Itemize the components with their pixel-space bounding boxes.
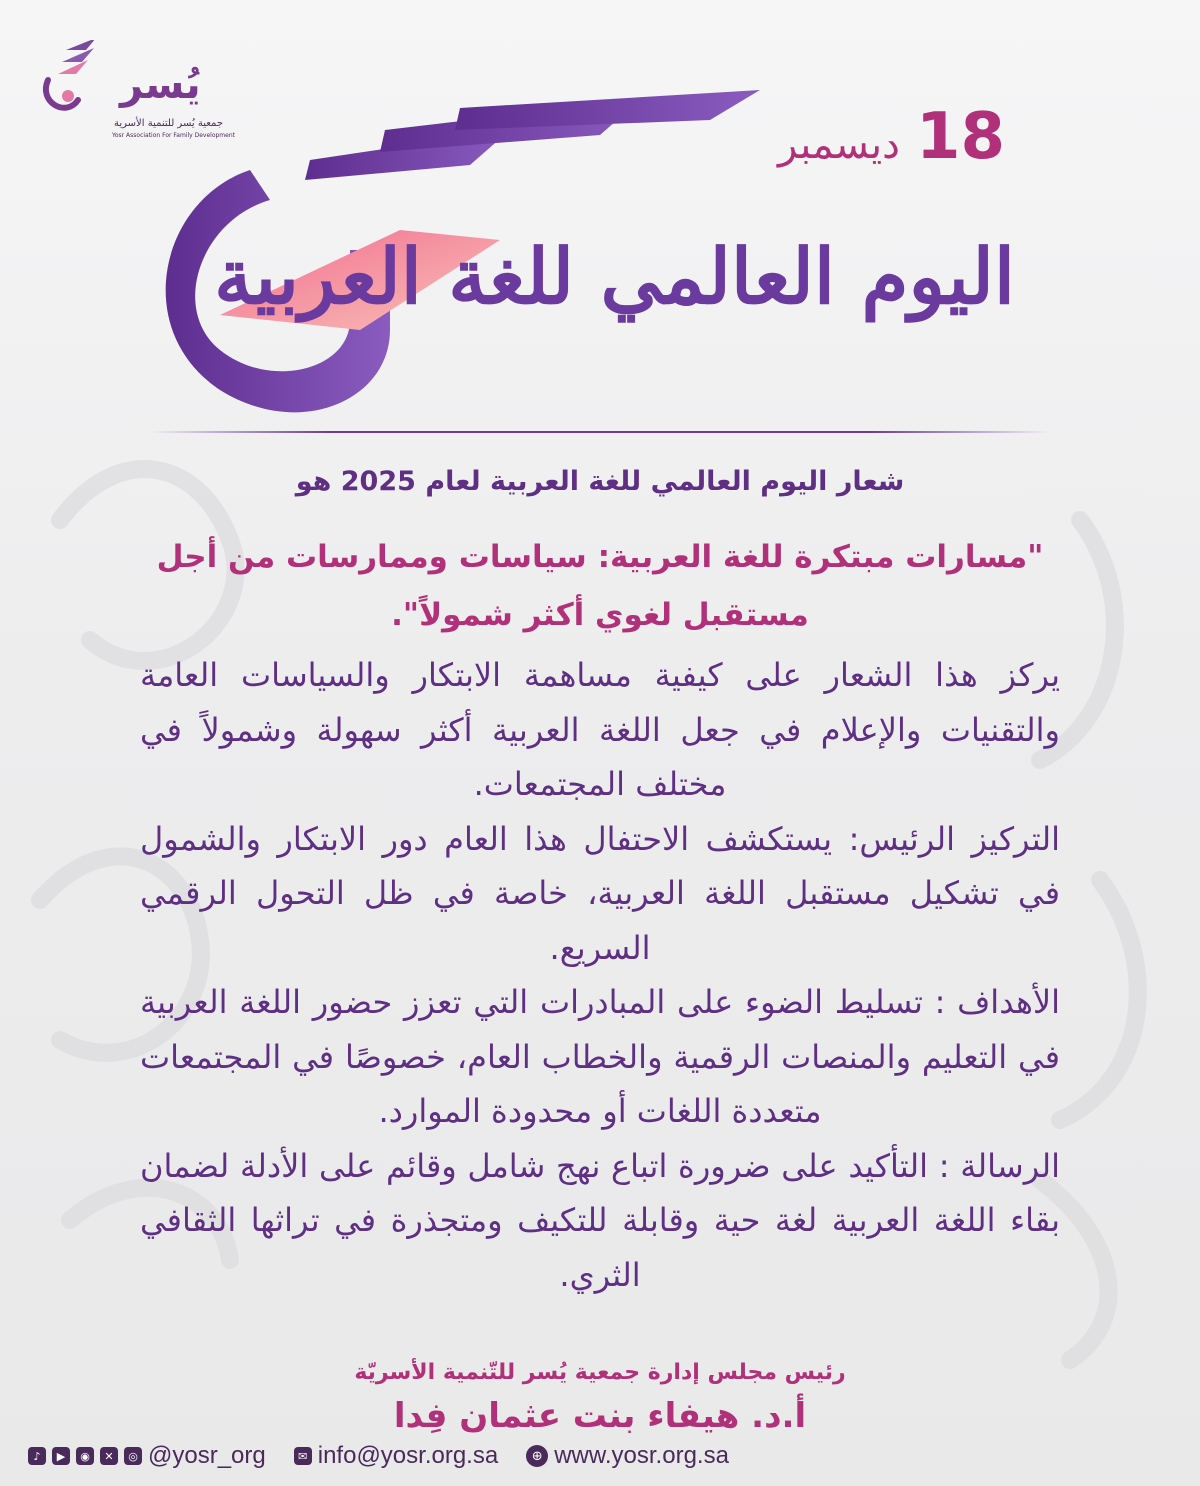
mail-icon: ✉ <box>294 1447 312 1465</box>
paragraph-goals: الأهداف : تسليط الضوء على المبادرات التي تعزز حضور اللغة العربية في التعليم والمنصات الرقمية والخطاب العام، خصوصًا في المجتمعات متعددة اللغات أو محدودة الموارد. <box>140 983 1060 1130</box>
tiktok-icon[interactable]: ♪ <box>28 1447 46 1465</box>
body-text <box>140 648 1060 1302</box>
social-handle[interactable]: @yosr_org <box>148 1442 266 1469</box>
instagram-icon[interactable]: ◎ <box>124 1447 142 1465</box>
slogan-line-2: مستقبل لغوي أكثر شمولاً". <box>391 597 809 633</box>
paragraph-message: الرسالة : التأكيد على ضرورة اتباع نهج شامل وقائم على الأدلة لضمان بقاء اللغة العربية لغة حية وقابلة للتكيف ومتجذرة في تراثها الثقافي الثري. <box>140 1146 1060 1294</box>
paragraph-theme: يركز هذا الشعار على كيفية مساهمة الابتكار والسياسات العامة والتقنيات والإعلام في جعل اللغة العربية أكثر سهولة وشمولاً في مختلف المجتمعات. <box>140 656 1060 803</box>
globe-icon: ⊕ <box>526 1445 548 1467</box>
x-icon[interactable]: ✕ <box>100 1447 118 1465</box>
logo-subtitle-ar: جمعية يُسر للتنمية الأسرية <box>114 118 223 129</box>
date-month: ديسمبر <box>778 122 900 168</box>
slogan-line-1: "مسارات مبتكرة للغة العربية: سياسات وممارسات من أجل <box>156 539 1044 575</box>
date-day: 18 <box>915 100 1005 174</box>
logo-subtitle-en: Yosr Association For Family Development <box>112 132 235 139</box>
page-title: اليوم العالمي للغة العربية <box>214 232 1015 321</box>
paragraph-focus: التركيز الرئيس: يستكشف الاحتفال هذا العام دور الابتكار والشمول في تشكيل مستقبل اللغة العربية، خاصة في ظل التحول الرقمي السريع. <box>140 819 1060 967</box>
youtube-icon[interactable]: ▶ <box>52 1447 70 1465</box>
footer-contacts <box>28 1440 729 1472</box>
signature-title: رئيس مجلس إدارة جمعية يُسر للتّنمية الأسريّة <box>354 1360 846 1385</box>
event-date <box>778 100 1005 174</box>
slogan-intro: شعار اليوم العالمي للغة العربية لعام 2025 هو <box>295 466 905 497</box>
email-link[interactable]: info@yosr.org.sa <box>317 1442 499 1469</box>
title-divider <box>150 431 1050 433</box>
website-link[interactable]: www.yosr.org.sa <box>554 1442 729 1469</box>
slogan <box>140 528 1060 644</box>
logo-name: يُسر <box>120 62 201 108</box>
signature-name: أ.د. هيفاء بنت عثمان فِدا <box>393 1396 807 1436</box>
snapchat-icon[interactable]: ◉ <box>76 1447 94 1465</box>
